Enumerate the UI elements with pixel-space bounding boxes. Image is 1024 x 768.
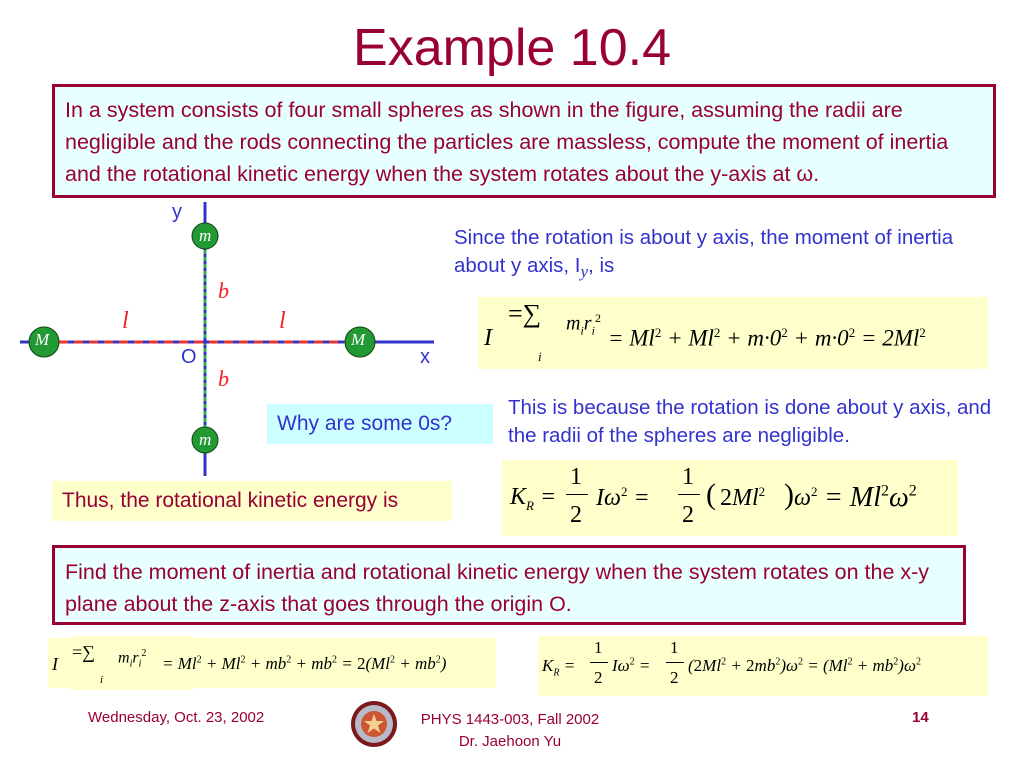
kinetic-energy-z-equation: $K_R$ = 1 2 $I\omega^2$ = 1 2 $(2Ml^2 + 2mb^2)\omega^2 = (Ml^2 + mb^2)\omega^2$ [538,636,988,696]
right-mass-label: M [351,330,366,349]
slide-title: Example 10.4 [353,19,671,77]
distance-l-right: l [279,308,286,334]
footer-course-line2: Dr. Jaehoon Yu [458,733,562,750]
follow-up-question-text: Find the moment of inertia and rotational kinetic energy when the system rotates on the x-y plane about the z-axis that goes through the origin O. [65,560,930,616]
moment-of-inertia-y-equation: I =∑ $m_ir_i^2$ i = $Ml^2 + Ml^2 + m\cdot 0^2 + m\cdot 0^2 = 2Ml^2$ [478,297,988,369]
footer-course [380,709,640,753]
x-axis-label: x [420,346,430,368]
kinetic-energy-intro: Thus, the rotational kinetic energy is [52,481,452,521]
follow-up-question-box [52,545,966,625]
rotation-explanation [454,224,974,286]
distance-l-left: l [122,308,129,334]
problem-statement-text: In a system consists of four small spheres as shown in the figure, assuming the radii are negligible and the rods connecting the particles are massless, compute the moment of inertia and the rotational kinetic energy when the system rotates about the y-axis at ω. [65,98,949,186]
footer-date: Wednesday, Oct. 23, 2002 [88,709,265,726]
rotation-explanation-sub: y [580,262,589,282]
rotation-explanation-tail: , is [588,254,615,277]
page-number: 14 [912,709,929,726]
origin-label: O [181,346,197,368]
footer-course-line1: PHYS 1443-003, Fall 2002 [420,711,600,728]
distance-b-lower: b [218,366,229,391]
bottom-mass-label: m [199,430,212,449]
top-mass-label: m [199,226,212,245]
rotation-explanation-text: Since the rotation is about y axis, the moment of inertia about y axis, I [454,226,954,277]
moment-of-inertia-z-equation: I =∑ $m_ir_i^2$ i = $Ml^2 + Ml^2 + mb^2 + mb^2 = 2(Ml^2 + mb^2)$ [48,638,496,688]
zero-explanation: This is because the rotation is done about y axis, and the radii of the spheres are negligible. [508,396,992,447]
problem-statement-box [52,84,996,198]
kinetic-energy-y-equation: $K_R$ = 1 2 $I\omega^2$ = 1 2 ( 2Ml$^2$ ) $\omega^2$ = $Ml^2\omega^2$ [502,460,958,536]
left-mass-label: M [35,330,50,349]
y-axis-label: y [172,201,182,223]
distance-b-upper: b [218,278,229,303]
why-zeros-question: Why are some 0s? [267,404,493,444]
